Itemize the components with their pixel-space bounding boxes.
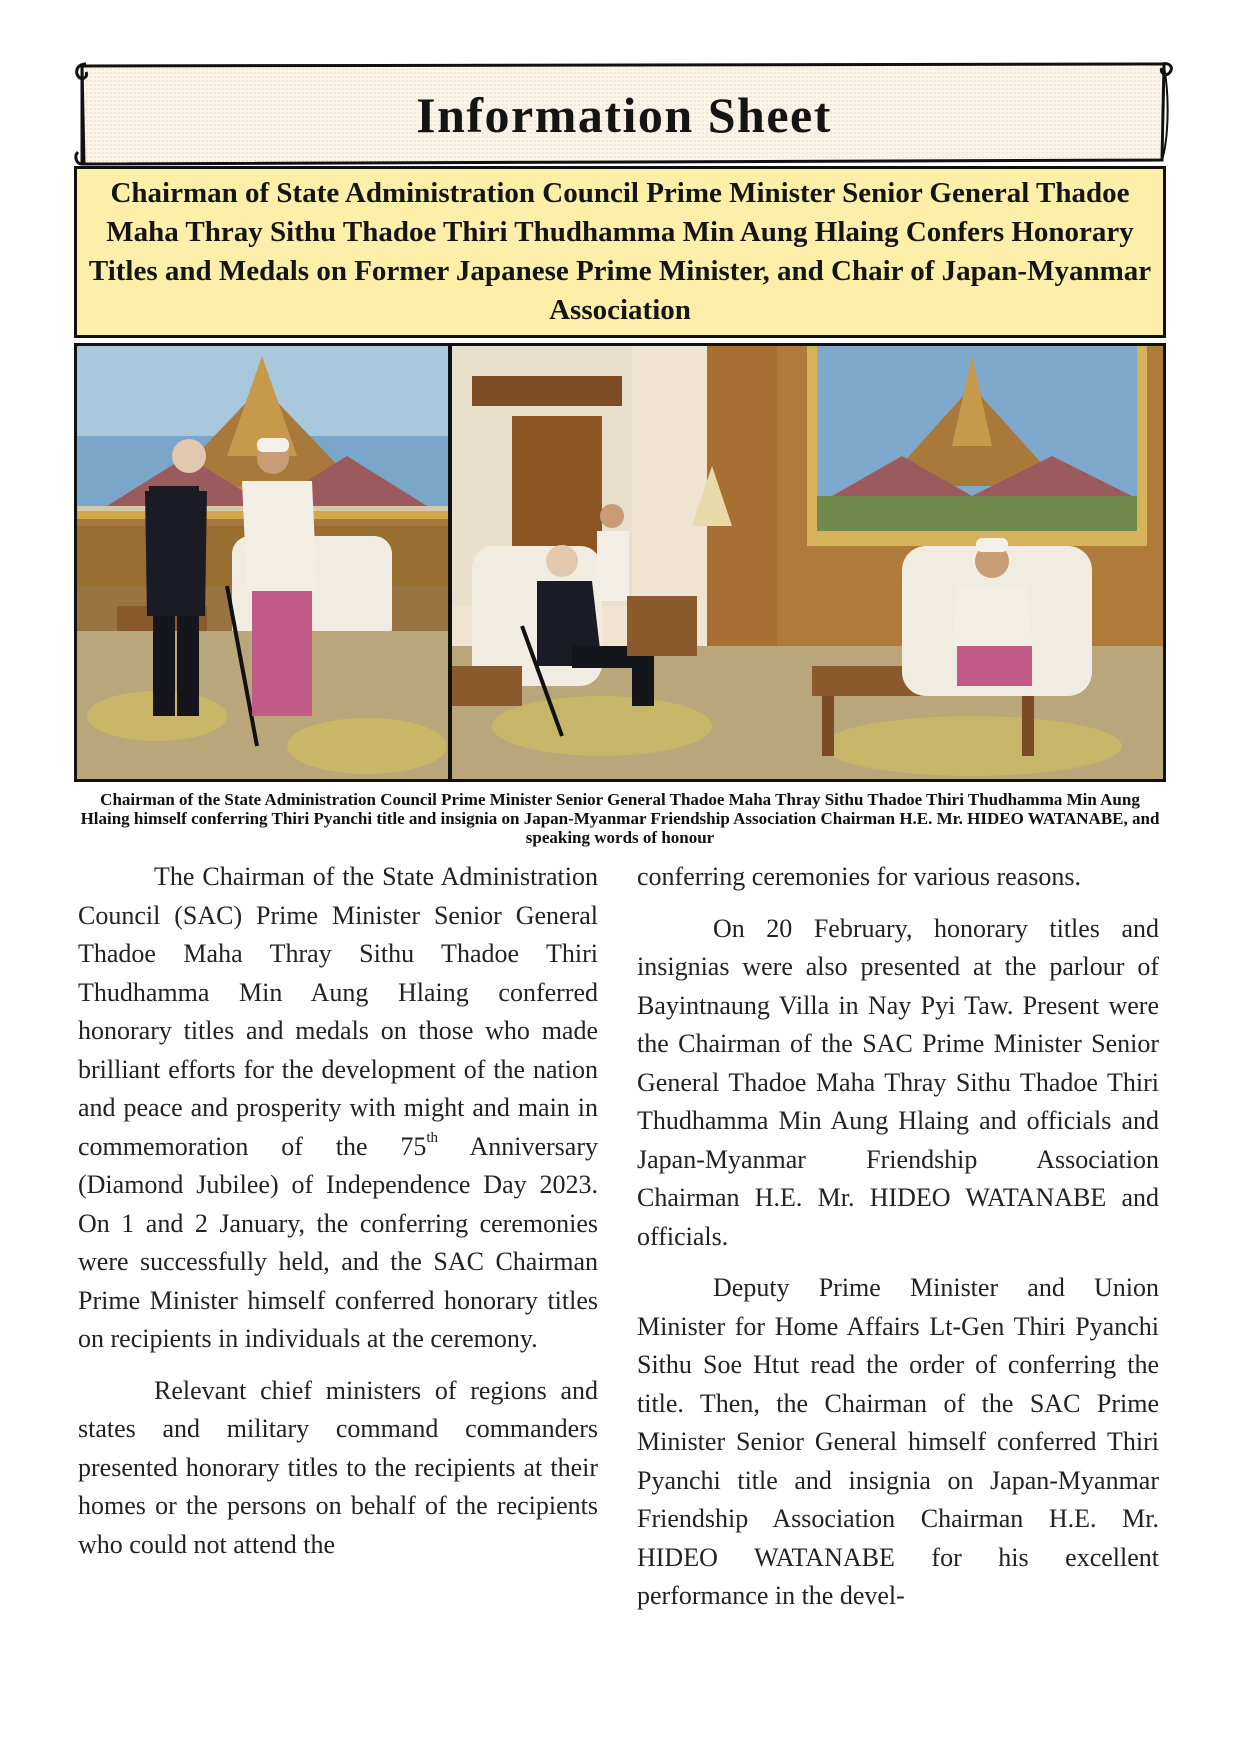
page-title: Information Sheet	[416, 87, 832, 143]
body-column-left	[78, 858, 598, 1577]
paragraph-2-continued: conferring ceremonies for various reasons.	[637, 862, 1081, 891]
paragraph-1	[78, 858, 598, 1359]
paragraph-1-text-continued: Anniversary (Diamond Jubilee) of Independence Day 2023. On 1 and 2 January, the conferring ceremonies were successfully held, and the SAC Chairman Prime Minister himself conferred honorary titles on recipients in individuals at the ceremony.	[78, 1131, 598, 1353]
photo-caption: Chairman of the State Administration Council Prime Minister Senior General Thadoe Maha Thray Sithu Thadoe Thiri Thudhamma Min Aung Hlaing himself conferring Thiri Pyanchi title and insignia on Japan-Myanmar Friendship Association Chairman H.E. Mr. HIDEO WATANABE, and speaking words of honour	[80, 790, 1160, 847]
paragraph-2: Relevant chief ministers of regions and states and military command commanders presented honorary titles to the recipients at their homes or the persons on behalf of the recipients who could not attend the	[78, 1375, 598, 1559]
paragraph-4: Deputy Prime Minister and Union Minister for Home Affairs Lt-Gen Thiri Pyanchi Sithu Soe Htut read the order of conferring the title. Then, the Chairman of the SAC Prime Minister Senior General himself conferred Thiri Pyanchi title and insignia on Japan-Myanmar Friendship Association Chairman H.E. Mr. HIDEO WATANABE for his excellent performance in the devel-	[637, 1273, 1159, 1610]
headline-text: Chairman of State Administration Council Prime Minister Senior General Thadoe Maha Thray Sithu Thadoe Thiri Thudhamma Min Aung Hlaing Confers Honorary Titles and Medals on Former Japanese Prime Minister, and Chair of Japan-Myanmar Association	[88, 177, 1152, 326]
photo-insignia-presentation	[77, 346, 448, 779]
ordinal-suffix: th	[426, 1129, 439, 1146]
paragraph-3: On 20 February, honorary titles and insignias were also presented at the parlour of Bayintnaung Villa in Nay Pyi Taw. Present were the Chairman of the SAC Prime Minister Senior General Thadoe Maha Thray Sithu Thadoe Thiri Thudhamma Min Aung Hlaing and officials and Japan-Myanmar Friendship Association Chairman H.E. Mr. HIDEO WATANABE and officials.	[637, 913, 1159, 1251]
headline-box	[74, 166, 1166, 338]
body-column-right	[637, 858, 1159, 1629]
title-banner	[74, 60, 1174, 168]
photo-parlour-meeting	[452, 346, 1163, 779]
paragraph-1-text: The Chairman of the State Administration Council (SAC) Prime Minister Senior General Thadoe Maha Thray Sithu Thadoe Thiri Thudhamma Min Aung Hlaing conferred honorary titles and medals on those who made brilliant efforts for the development of the nation and peace and prosperity with might and main in commemoration of the 75	[78, 862, 598, 1161]
photo-strip	[74, 343, 1166, 782]
